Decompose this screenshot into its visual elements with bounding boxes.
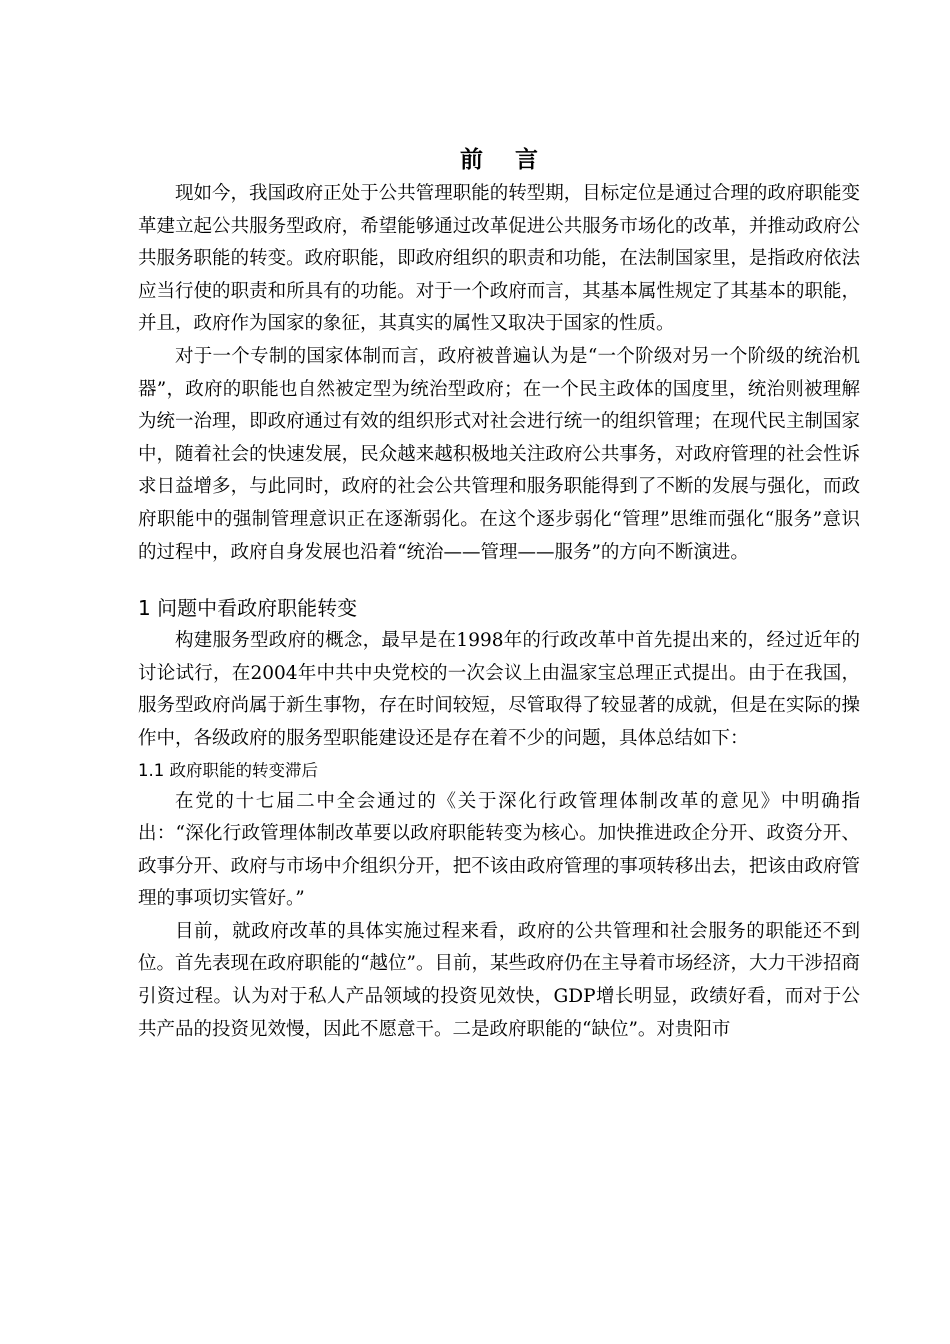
section-1-1-paragraph-2: 目前，就政府改革的具体实施过程来看，政府的公共管理和社会服务的职能还不到位。首先表现在政府职能的“越位”。目前，某些政府仍在主导着市场经济，大力干涉招商引资过程。认为对于私人产品领域的投资见效快，GDP增长明显，政绩好看，而对于公共产品的投资见效慢，因此不愿意干。二是政府职能的“缺位”。对贵阳市 xyxy=(138,920,860,1040)
section-1-1-heading: 1.1 政府职能的转变滞后 xyxy=(138,760,318,780)
document-page xyxy=(138,142,860,1046)
section-1-1-paragraph-1: 在党的十七届二中全会通过的《关于深化行政管理体制改革的意见》中明确指出：“深化行政管理体制改革要以政府职能转变为核心。加快推进政企分开、政资分开、政事分开、政府与市场中介组织分开，把不该由政府管理的事项转移出去，把该由政府管理的事项切实管好。” xyxy=(138,790,860,910)
preface-paragraph-1: 现如今，我国政府正处于公共管理职能的转型期，目标定位是通过合理的政府职能变革建立起公共服务型政府，希望能够通过改革促进公共服务市场化的改革，并推动政府公共服务职能的转变。政府职能，即政府组织的职责和功能，在法制国家里，是指政府依法应当行使的职责和所具有的功能。对于一个政府而言，其基本属性规定了其基本的职能，并且，政府作为国家的象征，其真实的属性又取决于国家的性质。 xyxy=(138,183,860,335)
preface-paragraph-2: 对于一个专制的国家体制而言，政府被普遍认为是“一个阶级对另一个阶级的统治机器”，政府的职能也自然被定型为统治型政府；在一个民主政体的国度里，统治则被理解为统一治理，即政府通过有效的组织形式对社会进行统一的组织管理；在现代民主制国家中，随着社会的快速发展，民众越来越积极地关注政府公共事务，对政府管理的社会性诉求日益增多，与此同时，政府的社会公共管理和服务职能得到了不断的发展与强化，而政府职能中的强制管理意识正在逐渐弱化。在这个逐步弱化“管理”思维而强化“服务”意识的过程中，政府自身发展也沿着“统治——管理——服务”的方向不断演进。 xyxy=(138,345,860,563)
section-1-paragraph-1: 构建服务型政府的概念，最早是在1998年的行政改革中首先提出来的，经过近年的讨论试行，在2004年中共中央党校的一次会议上由温家宝总理正式提出。由于在我国，服务型政府尚属于新生事物，存在时间较短，尽管取得了较显著的成就，但是在实际的操作中，各级政府的服务型职能建设还是存在着不少的问题，具体总结如下： xyxy=(138,630,860,749)
section-1-heading: 1 问题中看政府职能转变 xyxy=(138,596,358,621)
section-spacer xyxy=(138,569,860,591)
preface-title: 前 言 xyxy=(459,147,550,173)
